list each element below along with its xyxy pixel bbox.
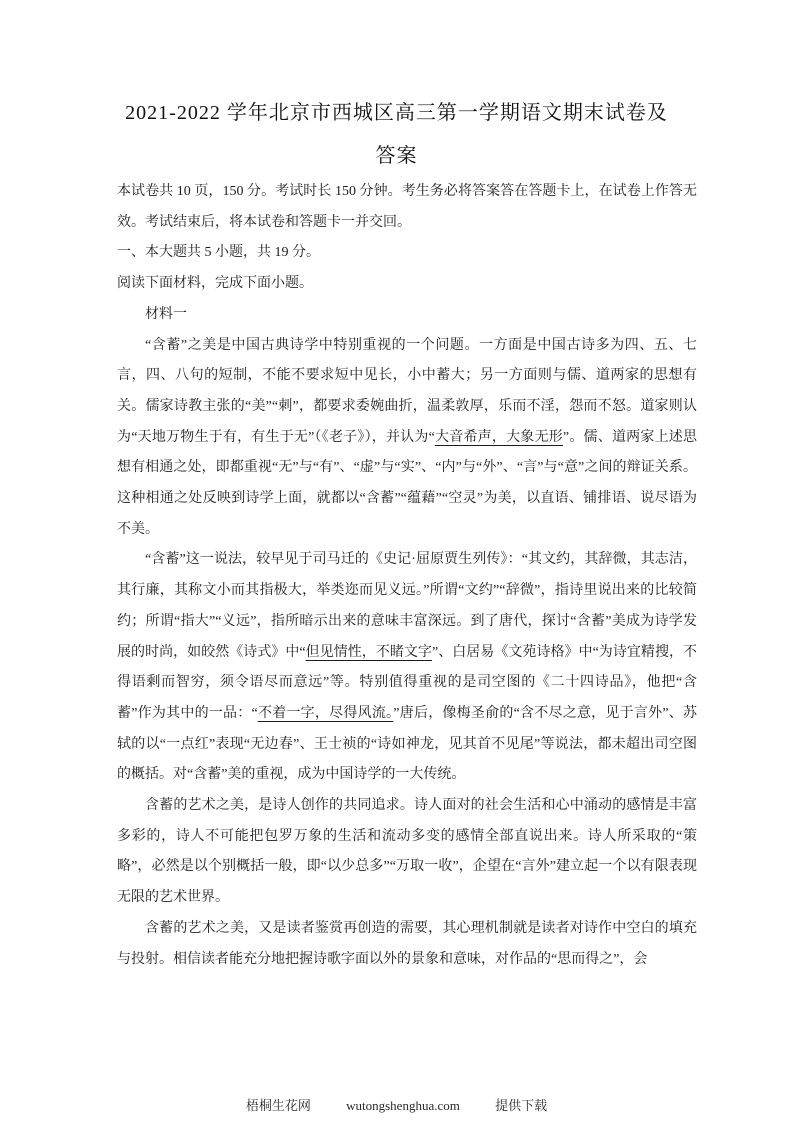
underlined-text: 不着一字，尽得风流。 — [257, 705, 394, 721]
footer-site-url: wutongshenghua.com — [346, 1098, 460, 1113]
page-title — [0, 92, 793, 178]
text-segment: “含蓄”这一说法，较早见于司马迁的《史记·屈原贾生列传》：“其文约，其辞微，其志洁，其行廉，其称文小而其指极大，举类迩而见义远。”所谓“文约”“辞微”，指诗里说出来的比较简约；所谓“指大”“义远”，指所暗示出来的意味丰富深远。到了唐代，探讨“含蓄”美成为诗学发展的时尚，如皎然《诗式》中“ — [117, 552, 697, 660]
paragraph — [117, 791, 697, 914]
paragraph — [117, 269, 697, 300]
paragraph — [117, 545, 697, 791]
text-segment: ”、白居易《文苑诗格》中“为诗宜精搜，不得语剩而智穷，须令语尽而意远”等。特别值得重视的是司空图的《二十四诗品》，他把“含蓄”作为其中的一品：“ — [117, 644, 698, 721]
text-segment: 阅读下面材料，完成下面小题。 — [117, 276, 313, 292]
paragraph — [117, 300, 697, 331]
text-segment: 含蓄的艺术之美，又是读者鉴赏再创造的需要，其心理机制就是读者对诗作中空白的填充与投射。相信读者能充分地把握诗歌字面以外的景象和意味，对作品的“思而得之”，会 — [117, 920, 697, 967]
text-segment: 材料一 — [145, 306, 187, 322]
title-line-2: 答案 — [375, 145, 418, 167]
footer-download-label: 提供下载 — [495, 1098, 548, 1113]
text-segment: 一、本大题共 5 小题，共 19 分。 — [117, 245, 320, 261]
footer-site-name: 梧桐生花网 — [245, 1098, 311, 1113]
underlined-text: 大音希声，大象无形 — [434, 429, 563, 445]
document-body — [117, 177, 697, 975]
text-segment: ”。儒、道两家上述思想有相通之处，即都重视“无”与“有”、“虚”与“实”、“内”与“外”、“言”与“意”之间的辩证关系。这种相通之处反映到诗学上面，就都以“含蓄”“蕴藉”“空灵”为美，以直语、铺排语、说尽语为不美。 — [117, 429, 698, 537]
page-footer — [0, 1095, 793, 1114]
text-segment: “含蓄”之美是中国古典诗学中特别重视的一个问题。一方面是中国古诗多为四、五、七言，四、八句的短制，不能不要求短中见长，小中蓄大；另一方面则与儒、道两家的思想有关。儒家诗教主张的“美”“刺”，都要求委婉曲折，温柔敦厚，乐而不淫，怨而不怒。道家则认为“天地万物生于有，有生于无”（《老子》），并认为“ — [117, 337, 697, 445]
paragraph — [117, 238, 697, 269]
text-segment: ”唐后，像梅圣俞的“含不尽之意，见于言外”、苏轼的以“一点红”表现“无边春”、王士祯的“诗如神龙，见其首不见尾”等说法，都未超出司空图的概括。对“含蓄”美的重视，成为中国诗学的一大传统。 — [117, 705, 698, 783]
paragraph — [117, 914, 697, 975]
underlined-text: 但见情性，不睹文字 — [305, 644, 432, 660]
paragraph — [117, 177, 697, 238]
text-segment: 含蓄的艺术之美，是诗人创作的共同追求。诗人面对的社会生活和心中涌动的感情是丰富多彩的，诗人不可能把包罗万象的生活和流动多变的感情全部直说出来。诗人所采取的“策略”，必然是以个别概括一般，即“以少总多”“万取一收”，企望在“言外”建立起一个以有限表现无限的艺术世界。 — [117, 798, 697, 906]
text-segment: 本试卷共 10 页，150 分。考试时长 150 分钟。考生务必将答案答在答题卡上，在试卷上作答无效。考试结束后，将本试卷和答题卡一并交回。 — [117, 184, 697, 230]
title-line-1: 2021-2022 学年北京市西城区高三第一学期语文期末试卷及 — [125, 102, 668, 124]
paragraph — [117, 331, 697, 546]
